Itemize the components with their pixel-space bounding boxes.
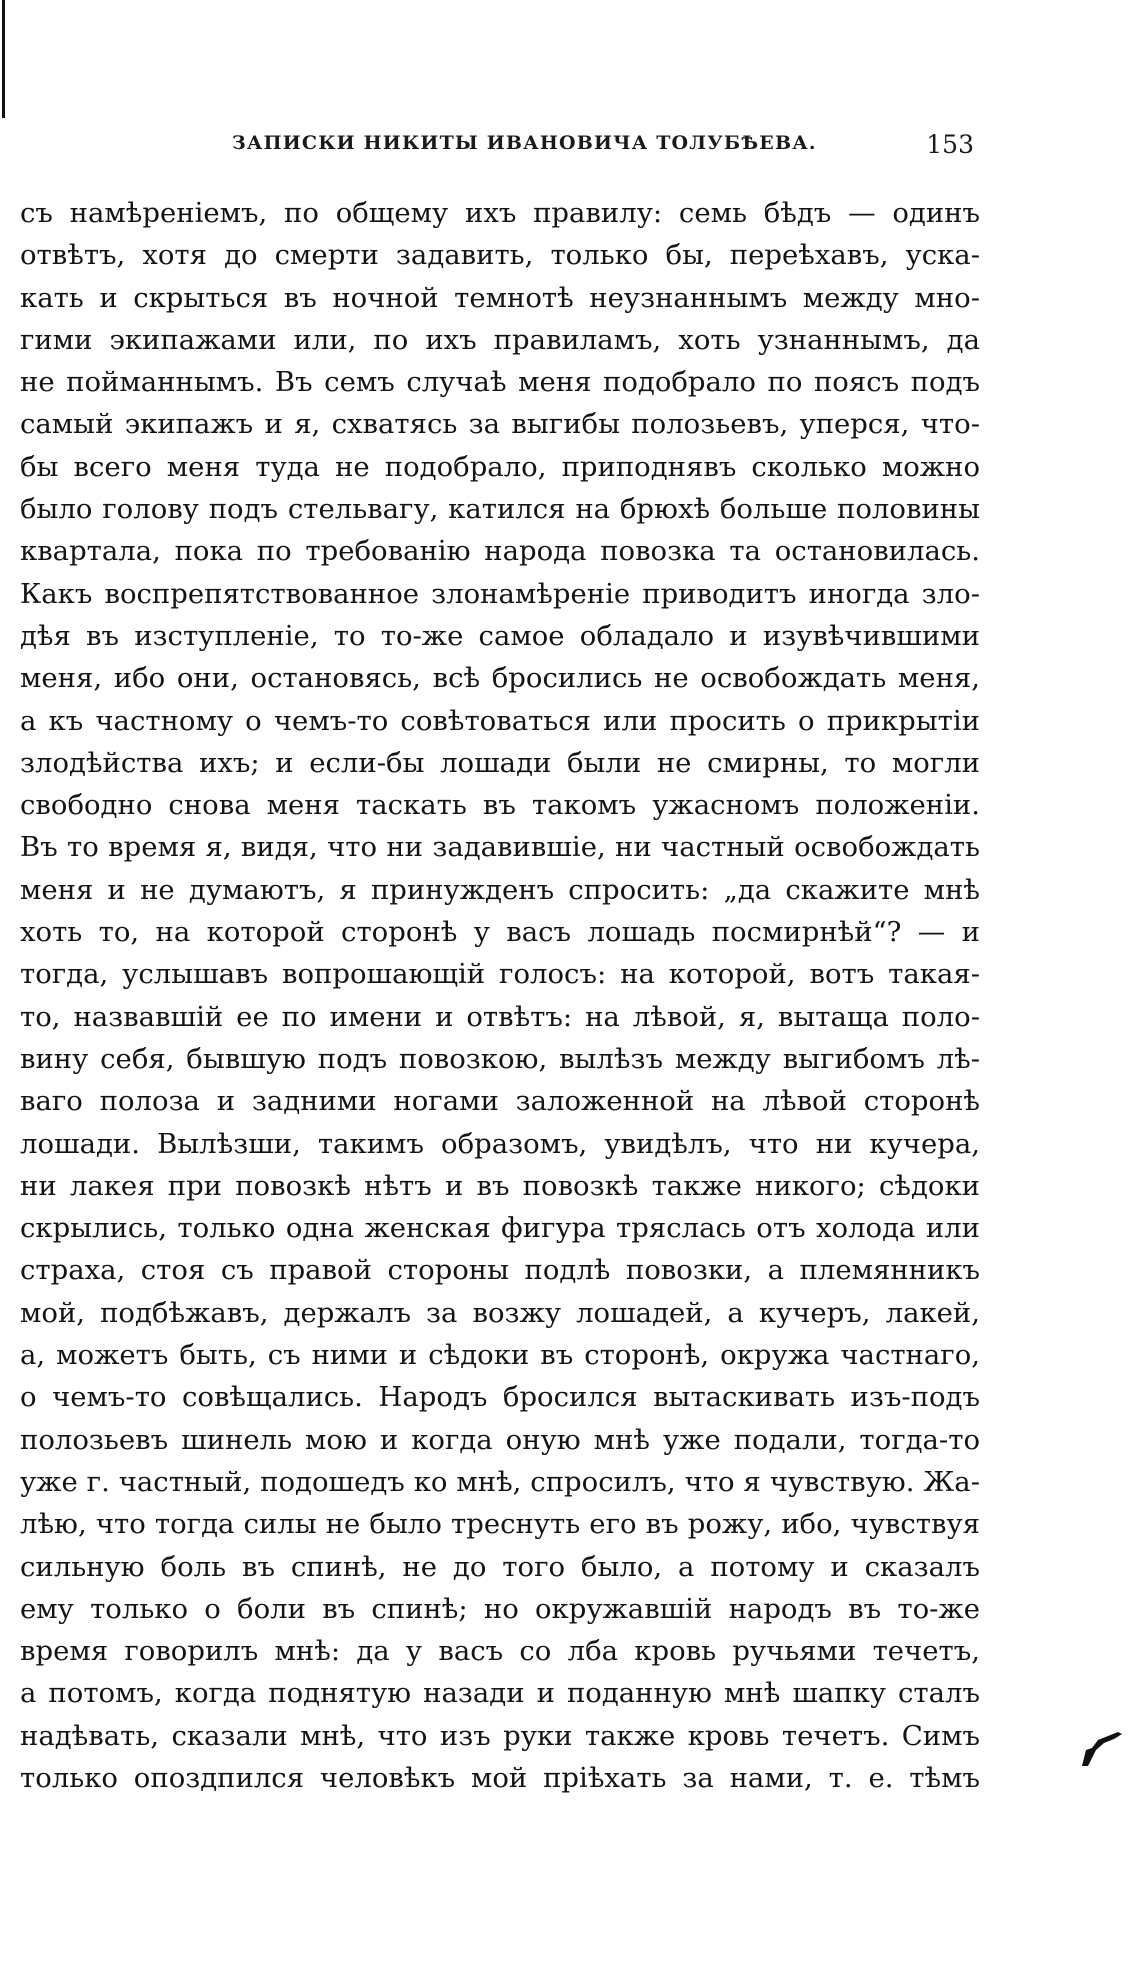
text-line: съ намѣреніемъ, по общему ихъ правилу: семь бѣдъ — одинъ — [20, 197, 980, 229]
text-line: бы всего меня туда не подобрало, приподнявъ сколько можно — [20, 450, 980, 483]
text-line: отвѣтъ, хотя до смерти задавить, только бы, переѣхавъ, уска- — [20, 239, 980, 272]
text-line: свободно снова меня таскать въ такомъ ужасномъ положеніи. — [20, 789, 980, 822]
text-line: полозьевъ шинель мою и когда оную мнѣ уже подали, тогда-то — [20, 1423, 980, 1456]
text-line: только опоздпился человѣкъ мой пріѣхать за нами, т. е. тѣмъ — [20, 1761, 980, 1794]
page-header — [212, 130, 974, 164]
text-line: ни лакея при повозкѣ нѣтъ и въ повозкѣ также никого; сѣдоки — [20, 1169, 980, 1202]
text-line: лошади. Вылѣзши, такимъ образомъ, увидѣлъ, что ни кучера, — [20, 1127, 980, 1160]
running-title: ЗАПИСКИ НИКИТЫ ИВАНОВИЧА ТОЛУБѢЕВА. — [232, 132, 817, 154]
text-line: лѣю, что тогда силы не было треснуть его въ рожу, ибо, чувствуя — [20, 1508, 980, 1541]
text-line: сильную боль въ спинѣ, не до того было, а потому и сказалъ — [20, 1550, 980, 1583]
text-line: ему только о боли въ спинѣ; но окружавшій народъ въ то-же — [20, 1592, 980, 1625]
text-line: квартала, пока по требованію народа повозка та остановилась. — [20, 535, 980, 568]
text-line: Въ то время я, видя, что ни задавившіе, ни частный освобождать — [20, 831, 980, 864]
text-line: мой, подбѣжавъ, держалъ за возжу лошадей, а кучеръ, лакей, — [20, 1296, 980, 1329]
text-line: кать и скрыться въ ночной темнотѣ неузнаннымъ между мно- — [20, 281, 980, 314]
text-line: то, назвавшій ее по имени и отвѣтъ: на лѣвой, я, вытаща поло- — [20, 1000, 980, 1033]
text-line: скрылись, только одна женская фигура тряслась отъ холода или — [20, 1212, 980, 1245]
text-line: не пойманнымъ. Въ семъ случаѣ меня подобрало по поясъ подъ — [20, 366, 980, 399]
page-number: 153 — [926, 130, 974, 159]
text-line: самый экипажъ и я, схватясь за выгибы полозьевъ, уперся, что- — [20, 408, 980, 441]
page-edge-shadow — [2, 0, 5, 118]
text-line: надѣвать, сказали мнѣ, что изъ руки также кровь течетъ. Симъ — [20, 1719, 980, 1752]
text-line: ваго полоза и задними ногами заложенной на лѣвой сторонѣ — [20, 1085, 980, 1118]
body-text — [20, 192, 980, 1799]
text-line: гими экипажами или, по ихъ правиламъ, хоть узнаннымъ, да — [20, 323, 980, 356]
text-line: хоть то, на которой сторонѣ у васъ лошадь посмирнѣй“? — и — [20, 916, 980, 949]
text-line: было голову подъ стельвагу, катился на брюхѣ больше половины — [20, 493, 980, 526]
text-line: Какъ воспрепятствованное злонамѣреніе приводитъ иногда зло- — [20, 577, 980, 610]
text-line: страха, стоя съ правой стороны подлѣ повозки, а племянникъ — [20, 1254, 980, 1287]
text-line: злодѣйства ихъ; и если-бы лошади были не смирны, то могли — [20, 746, 980, 779]
text-line: вину себя, бывшую подъ повозкою, вылѣзъ между выгибомъ лѣ- — [20, 1042, 980, 1075]
text-line: время говорилъ мнѣ: да у васъ со лба кровь ручьями течетъ, — [20, 1635, 980, 1668]
text-line: меня и не думаютъ, я принужденъ спросить: „да скажите мнѣ — [20, 873, 980, 906]
ink-mark-icon — [1078, 1730, 1126, 1770]
text-line: дѣя въ изступленіе, то то-же самое обладало и изувѣчившими — [20, 619, 980, 652]
text-line: уже г. частный, подошедъ ко мнѣ, спросилъ, что я чувствую. Жа- — [20, 1465, 980, 1498]
text-line: а, можетъ быть, съ ними и сѣдоки въ сторонѣ, окружа частнаго, — [20, 1339, 980, 1372]
text-line: меня, ибо они, остановясь, всѣ бросились не освобождать меня, — [20, 662, 980, 695]
text-line: а потомъ, когда поднятую назади и поданную мнѣ шапку сталъ — [20, 1677, 980, 1710]
text-line: о чемъ-то совѣщались. Народъ бросился вытаскивать изъ-подъ — [20, 1381, 980, 1414]
text-line: тогда, услышавъ вопрошающій голосъ: на которой, вотъ такая- — [20, 958, 980, 991]
text-line: а къ частному о чемъ-то совѣтоваться или просить о прикрытіи — [20, 704, 980, 737]
